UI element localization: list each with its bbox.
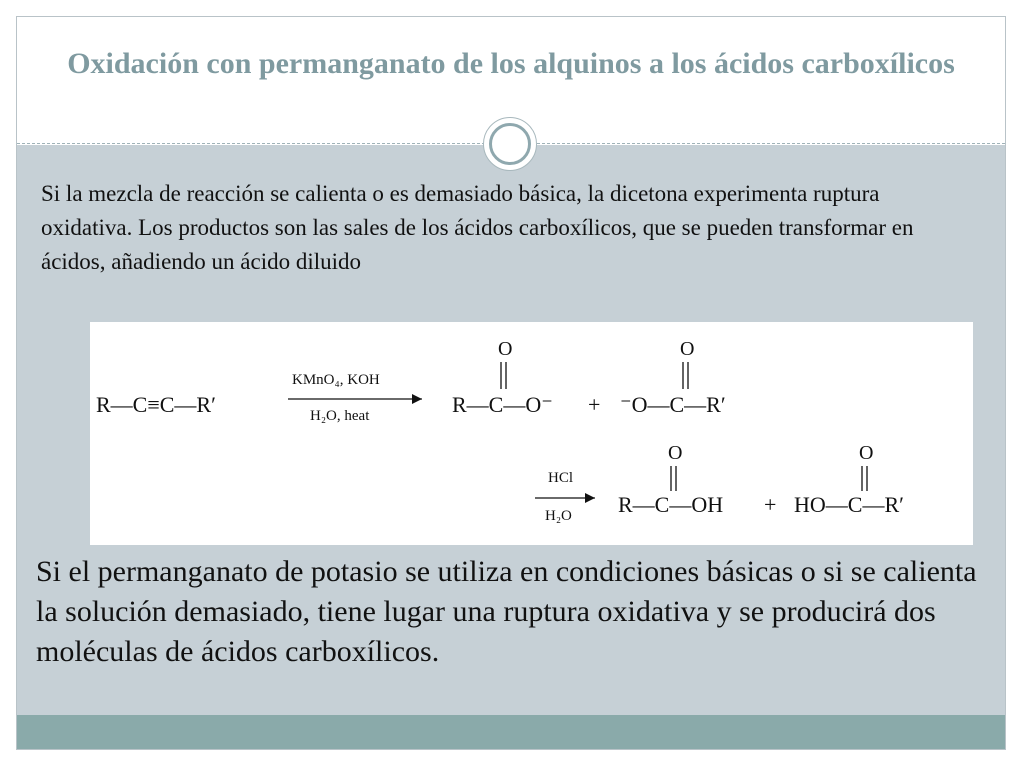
slide-frame [16,16,1006,750]
product-acid-1: R—C—OH [618,492,724,517]
reaction-scheme-diagram [90,322,973,545]
reagent-above-step1: KMnO₄, KOH [292,372,380,388]
carbonyl-oxygen-2: O [680,338,695,360]
slide-title: Oxidación con permanganato de los alquinos a los ácidos carboxílicos [67,47,955,80]
reaction-arrow-2-head [585,493,595,503]
circle-ornament-inner [489,123,531,165]
footer-band [17,715,1005,749]
product-carboxylate-1: R—C—O⁻ [452,392,553,417]
reaction-scheme-image [90,322,973,545]
product-carboxylate-2: ⁻O—C—R′ [620,392,726,417]
reaction-arrow-1-head [412,394,422,404]
carbonyl-oxygen-3: O [668,442,683,464]
plus-sign-2: + [764,492,777,517]
paragraph-summary: Si el permanganato de potasio se utiliza en condiciones básicas o si se calienta la solución demasiado, tiene lugar una ruptura oxidativa y se producirá dos moléculas de ácidos carboxílicos. [36,555,977,668]
reagent-below-step1: H₂O, heat [310,408,370,424]
reactant-alkyne: R—C≡C—R′ [96,392,216,417]
carbonyl-oxygen-4: O [859,442,874,464]
reagent-above-step2: HCl [548,470,574,486]
paragraph-intro: Si la mezcla de reacción se calienta o es demasiado básica, la dicetona experimenta ruptura oxidativa. Los productos son las sales de los ácidos carboxílicos, que se pueden transformar en ácidos, añadiendo un ácido diluido [41,181,914,274]
reagent-below-step2: H₂O [545,508,572,524]
circle-ornament [483,117,537,171]
carbonyl-oxygen-1: O [498,338,513,360]
product-acid-2: HO—C—R′ [794,492,904,517]
plus-sign-1: + [588,392,601,417]
